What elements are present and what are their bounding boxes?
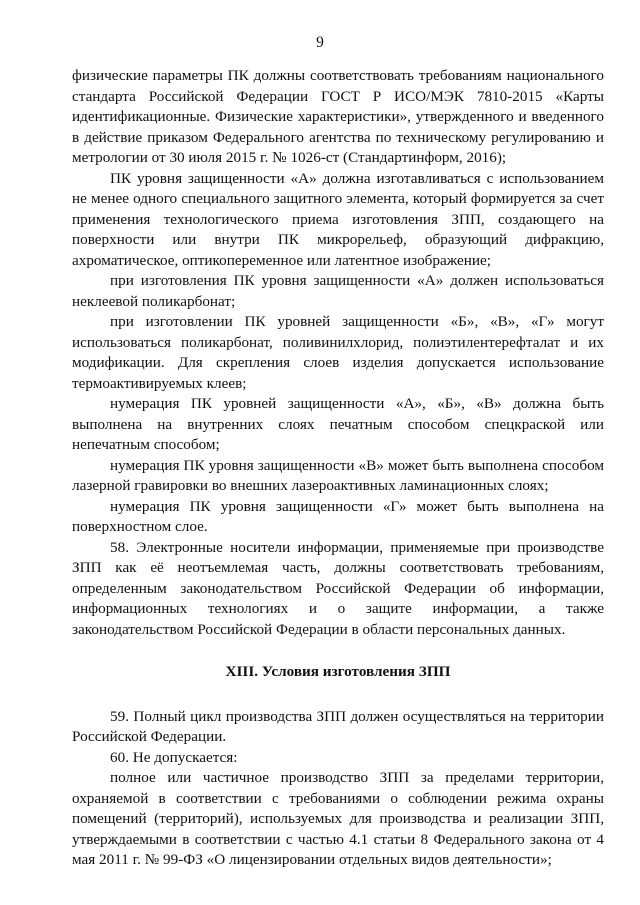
paragraph-level-a-security-element: ПК уровня защищенности «А» должна изготавливаться с использованием не менее одного специального защитного элемента, который формируется за счет применения технологического приема изготовления ЗПП, создающего на поверхности или внутри ПК микрорельеф, образующий дифракцию, ахроматическое, оптикопеременное или латентное изображение;	[72, 169, 604, 269]
section-heading: XIII. Условия изготовления ЗПП	[225, 663, 451, 680]
paragraph-level-a-polycarbonate: при изготовления ПК уровня защищенности «А» должен использоваться неклеевой поликарбонат;	[72, 272, 604, 310]
paragraph-physical-parameters: физические параметры ПК должны соответствовать требованиям национального стандарта Российской Федерации ГОСТ Р ИСО/МЭК 7810-2015 «Карты идентификационные. Физические характеристики», утвержденного и введенного в действие приказом Федерального агентства по техническому регулированию и метрологии от 30 июля 2015 г. № 1026-ст (Стандартинформ, 2016);	[72, 67, 604, 166]
paragraph-numbering-abv: нумерация ПК уровней защищенности «А», «Б», «В» должна быть выполнена на внутренних слоях печатным способом спецкраской или непечатным способом;	[72, 395, 604, 453]
paragraph-levels-bvg-materials: при изготовлении ПК уровней защищенности «Б», «В», «Г» могут использоваться поликарбонат, поливинилхлорид, полиэтилентерефталат и их модификации. Для скрепления слоев изделия допускается использование термоактивируемых клеев;	[72, 313, 604, 392]
page-number: 9	[316, 34, 324, 51]
paragraph-numbering-v-laser: нумерация ПК уровня защищенности «В» может быть выполнена способом лазерной гравировки во внешних лазероактивных ламинационных слоях;	[72, 456, 604, 494]
paragraph-59-full-cycle: 59. Полный цикл производства ЗПП должен осуществляться на территории Российской Федерации.	[72, 707, 604, 745]
paragraph-production-outside-territory: полное или частичное производство ЗПП за пределами территории, охраняемой в соответствии с требованиями о соблюдении режима охраны помещений (территорий), используемых для производства и реализации ЗПП, утверждаемыми в соответствии с частью 4.1 статьи 8 Федерального закона от 4 мая 2011 г. № 99-ФЗ «О лицензировании отдельных видов деятельности»;	[72, 769, 604, 868]
paragraph-60-not-allowed: 60. Не допускается:	[110, 748, 238, 766]
paragraph-58-electronic-media: 58. Электронные носители информации, применяемые при производстве ЗПП как её неотъемлемая часть, должны соответствовать требованиям, определенным законодательством Российской Федерации об информации, информационных технологиях и о защите информации, а также законодательством Российской Федерации в области персональных данных.	[72, 538, 604, 638]
paragraph-numbering-g-surface: нумерация ПК уровня защищенности «Г» может быть выполнена на поверхностном слое.	[72, 497, 604, 535]
document-body	[72, 66, 604, 871]
